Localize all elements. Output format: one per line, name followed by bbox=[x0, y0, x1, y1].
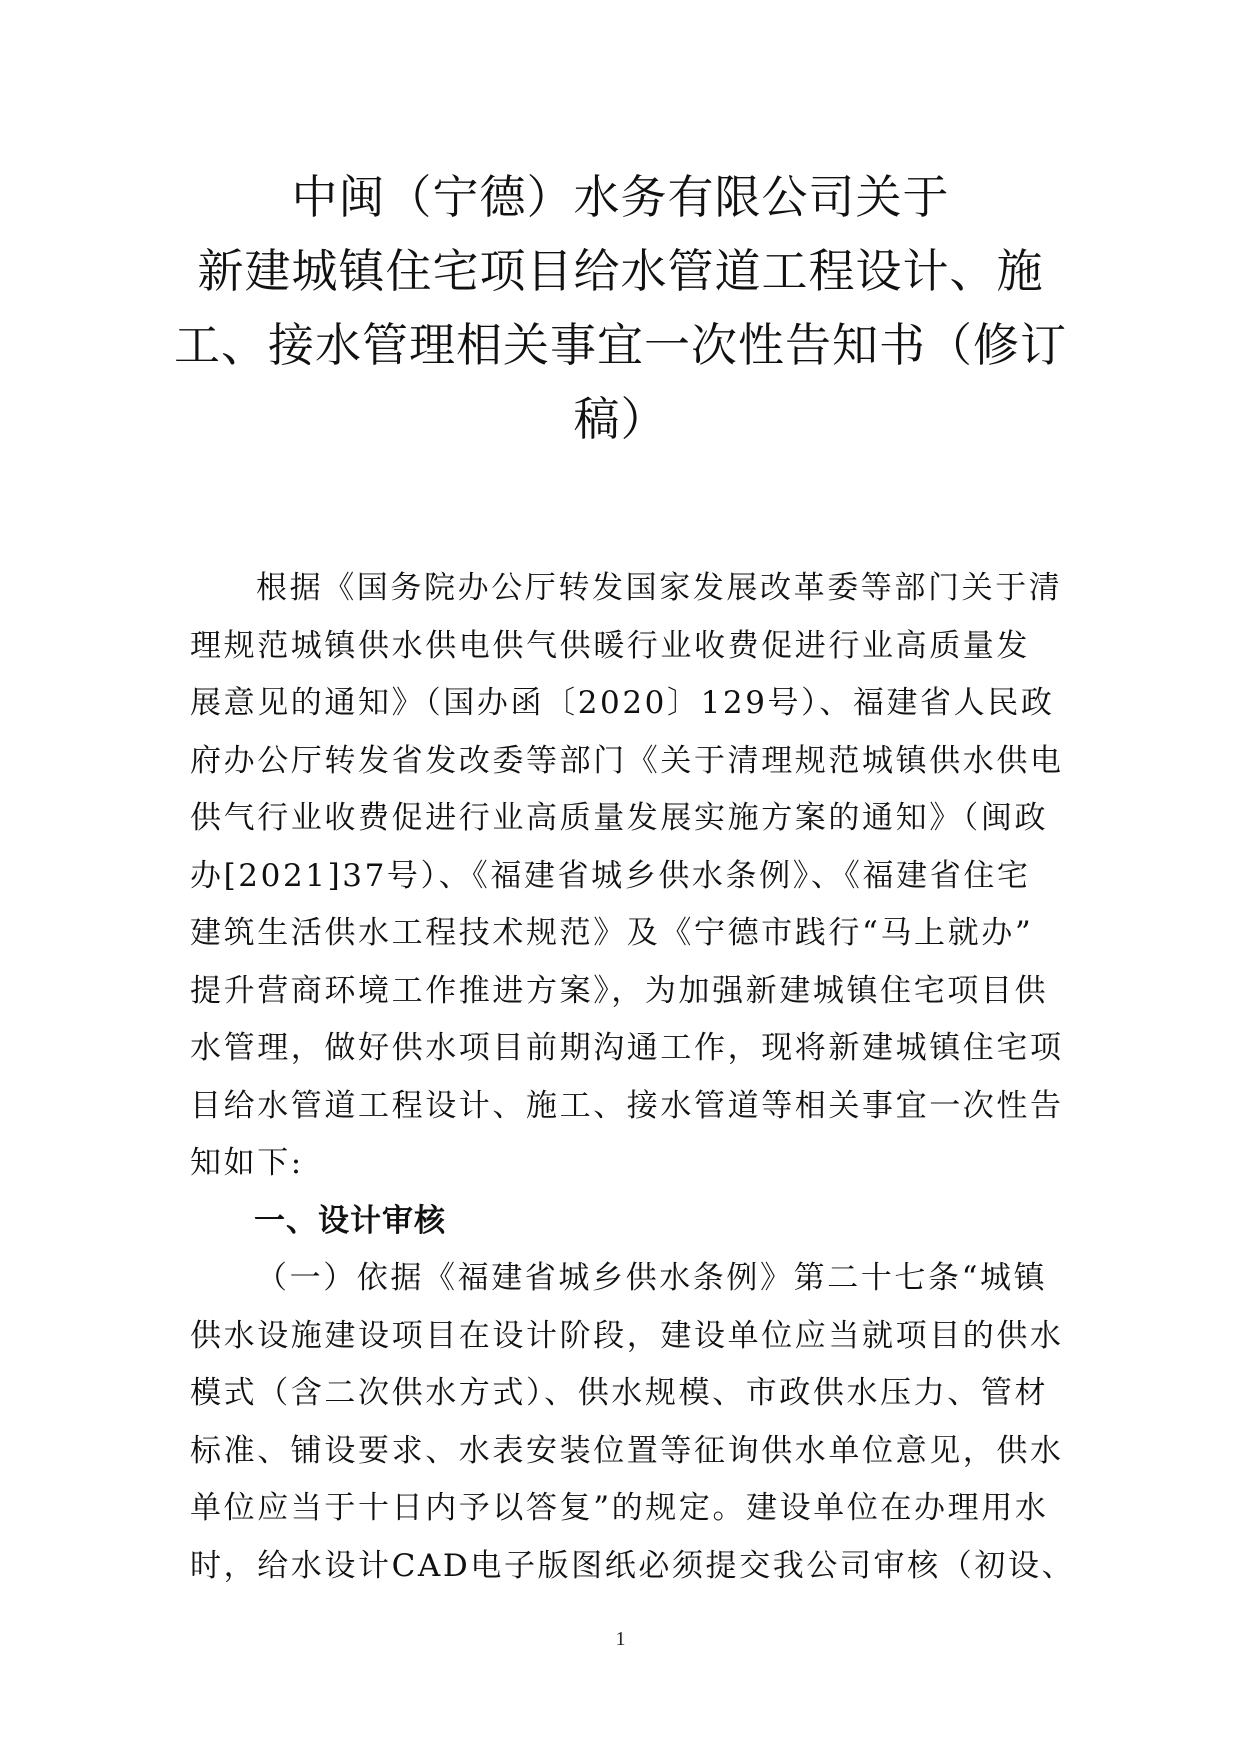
section-line: 单位应当于十日内予以答复”的规定。建设单位在办理用水 bbox=[190, 1490, 1049, 1526]
intro-line: 理规范城镇供水供电供气供暖行业收费促进行业高质量发 bbox=[190, 627, 1030, 664]
title-line-1: 中闽（宁德）水务有限公司关于 bbox=[291, 170, 950, 224]
section-heading: 一、设计审核 bbox=[254, 1202, 446, 1239]
title-line-2: 新建城镇住宅项目给水管道工程设计、施 bbox=[197, 244, 1044, 298]
page-number: 1 bbox=[615, 1628, 626, 1650]
intro-line: 府办公厅转发省发改委等部门《关于清理规范城镇供水供电 bbox=[190, 742, 1064, 779]
title-line-3: 工、接水管理相关事宜一次性告知书（修订 bbox=[174, 318, 1067, 372]
intro-line: 水管理，做好供水项目前期沟通工作，现将新建城镇住宅项 bbox=[190, 1030, 1064, 1066]
intro-line: 提升营商环境工作推进方案》，为加强新建城镇住宅项目供 bbox=[190, 972, 1049, 1009]
section-line: （一）依据《福建省城乡供水条例》第二十七条“城镇 bbox=[256, 1260, 1048, 1296]
intro-line: 建筑生活供水工程技术规范》及《宁德市践行“马上就办” bbox=[190, 915, 1034, 951]
section-line: 模式（含二次供水方式）、供水规模、市政供水压力、管材 bbox=[190, 1375, 1049, 1411]
intro-line: 展意见的通知》（国办函〔2020〕129号）、福建省人民政 bbox=[190, 685, 1055, 721]
intro-line: 根据《国务院办公厅转发国家发展改革委等部门关于清 bbox=[256, 570, 1063, 606]
intro-line: 目给水管道工程设计、施工、接水管道等相关事宜一次性告 bbox=[190, 1087, 1064, 1124]
document-body bbox=[190, 560, 1076, 1595]
section-line: 供水设施建设项目在设计阶段，建设单位应当就项目的供水 bbox=[190, 1317, 1064, 1354]
intro-line: 办[2021]37号）、《福建省城乡供水条例》、《福建省住宅 bbox=[190, 857, 1031, 894]
section-line: 标准、铺设要求、水表安装位置等征询供水单位意见，供水 bbox=[190, 1432, 1064, 1469]
section-line: 时，给水设计CAD电子版图纸必须提交我公司审核（初设、 bbox=[190, 1547, 1076, 1584]
document-title bbox=[150, 160, 1091, 456]
intro-line: 供气行业收费促进行业高质量发展实施方案的通知》（闽政 bbox=[190, 800, 1049, 836]
intro-line: 知如下: bbox=[190, 1145, 304, 1181]
title-line-4: 稿） bbox=[573, 392, 668, 446]
